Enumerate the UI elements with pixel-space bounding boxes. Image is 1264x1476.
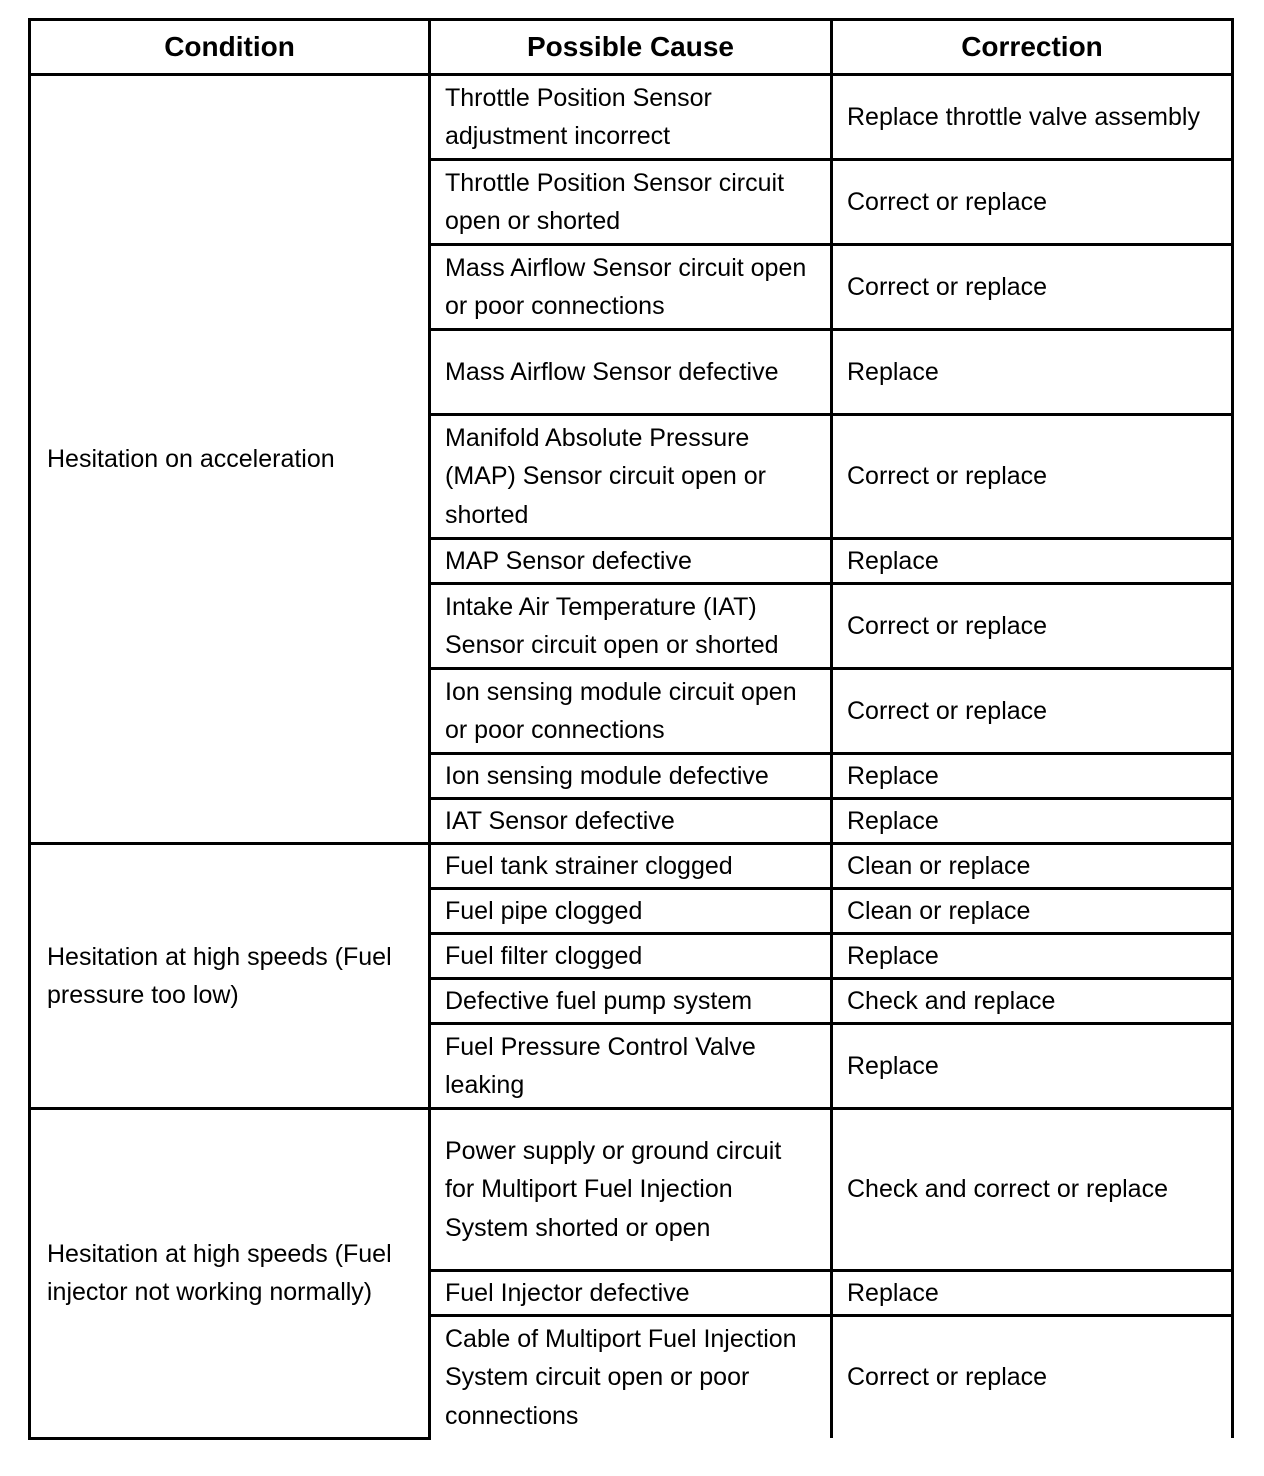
correction-cell: Correct or replace [832,415,1233,539]
correction-cell: Replace [832,1024,1233,1109]
correction-cell: Replace [832,539,1233,584]
correction-cell: Replace [832,754,1233,799]
cause-cell: Fuel Pressure Control Valve leaking [430,1024,832,1109]
condition-cell: Hesitation at high speeds (Fuel pressure too low) [30,844,430,1109]
correction-cell: Correct or replace [832,160,1233,245]
header-condition: Condition [30,20,430,75]
cause-cell: Ion sensing module circuit open or poor connections [430,669,832,754]
correction-cell: Check and correct or replace [832,1109,1233,1271]
cause-cell: Fuel Injector defective [430,1271,832,1316]
correction-cell: Clean or replace [832,889,1233,934]
table-row [30,75,1233,160]
correction-cell: Check and replace [832,979,1233,1024]
cause-cell: Fuel filter clogged [430,934,832,979]
correction-cell: Correct or replace [832,1316,1233,1439]
condition-cell: Hesitation on acceleration [30,75,430,844]
cause-cell: Mass Airflow Sensor defective [430,330,832,415]
cause-cell: Intake Air Temperature (IAT) Sensor circuit open or shorted [430,584,832,669]
header-possible-cause: Possible Cause [430,20,832,75]
correction-cell: Replace throttle valve assembly [832,75,1233,160]
condition-cell: Hesitation at high speeds (Fuel injector not working normally) [30,1109,430,1439]
troubleshooting-table-container [28,18,1231,1440]
correction-cell: Clean or replace [832,844,1233,889]
cause-cell: Throttle Position Sensor adjustment incorrect [430,75,832,160]
cause-cell: Cable of Multiport Fuel Injection System circuit open or poor connections [430,1316,832,1439]
cause-cell: Throttle Position Sensor circuit open or shorted [430,160,832,245]
cause-cell: IAT Sensor defective [430,799,832,844]
correction-cell: Correct or replace [832,245,1233,330]
correction-cell: Replace [832,1271,1233,1316]
header-correction: Correction [832,20,1233,75]
table-row [30,844,1233,889]
cause-cell: Power supply or ground circuit for Multiport Fuel Injection System shorted or open [430,1109,832,1271]
table-header [30,20,1233,75]
troubleshooting-table [28,18,1234,1440]
table-row [30,1109,1233,1271]
cause-cell: Ion sensing module defective [430,754,832,799]
correction-cell: Replace [832,330,1233,415]
cause-cell: MAP Sensor defective [430,539,832,584]
cause-cell: Fuel pipe clogged [430,889,832,934]
correction-cell: Correct or replace [832,669,1233,754]
header-row [30,20,1233,75]
table-body [30,75,1233,1439]
cause-cell: Mass Airflow Sensor circuit open or poor connections [430,245,832,330]
correction-cell: Replace [832,799,1233,844]
cause-cell: Manifold Absolute Pressure (MAP) Sensor circuit open or shorted [430,415,832,539]
correction-cell: Correct or replace [832,584,1233,669]
cause-cell: Fuel tank strainer clogged [430,844,832,889]
cause-cell: Defective fuel pump system [430,979,832,1024]
correction-cell: Replace [832,934,1233,979]
